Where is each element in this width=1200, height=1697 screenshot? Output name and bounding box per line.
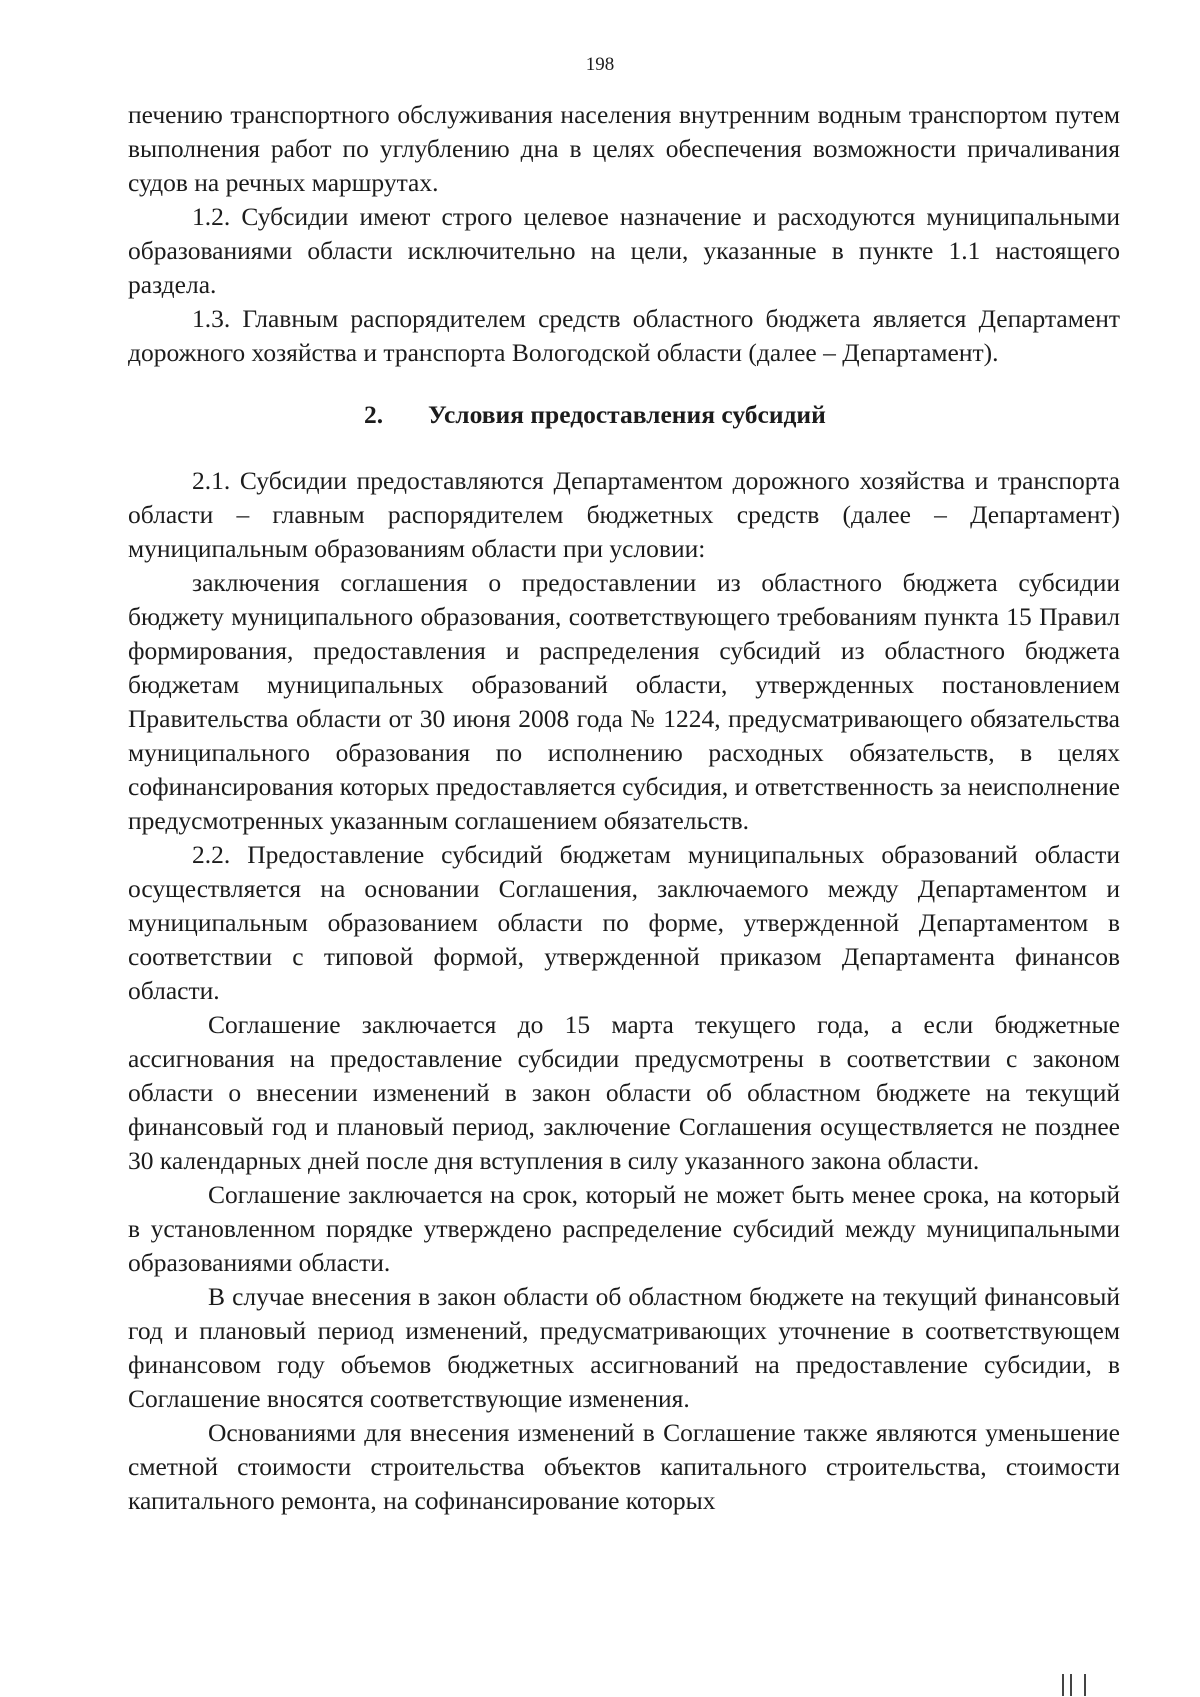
- scan-mark: [1062, 1674, 1064, 1696]
- paragraph-agreement-deadline: Соглашение заключается до 15 марта текущего года, а если бюджетные ассигнования на предоставление субсидии предусмотрены в соответствии с законом области о внесении изменений в закон области об областном бюджете на текущий финансовый год и плановый период, заключение Соглашения осуществляется не позднее 30 календарных дней после дня вступления в силу указанного закона области.: [128, 1010, 1120, 1175]
- section-title: Условия предоставления субсидий: [428, 400, 826, 429]
- scan-mark: [1070, 1674, 1072, 1696]
- paragraph-2-1: 2.1. Субсидии предоставляются Департаментом дорожного хозяйства и транспорта области – главным распорядителем бюджетных средств (далее – Департамент) муниципальным образованиям области при условии:: [128, 466, 1120, 563]
- paragraph-2-2: 2.2. Предоставление субсидий бюджетам муниципальных образований области осуществляется на основании Соглашения, заключаемого между Департаментом и муниципальным образованием области по форме, утвержденной Департаментом в соответствии с типовой формой, утвержденной приказом Департамента финансов области.: [128, 840, 1120, 1005]
- paragraph-agreement-term: Соглашение заключается на срок, который не может быть менее срока, на который в установленном порядке утверждено распределение субсидий между муниципальными образованиями области.: [128, 1180, 1120, 1277]
- paragraph-1-3: 1.3. Главным распорядителем средств областного бюджета является Департамент дорожного хозяйства и транспорта Вологодской области (далее – Департамент).: [128, 304, 1120, 367]
- scan-artifact-marks: [1062, 1674, 1092, 1696]
- page-number: 198: [585, 54, 615, 75]
- paragraph-grounds: Основаниями для внесения изменений в Соглашение также являются уменьшение сметной стоимости строительства объектов капитального строительства, стоимости капитального ремонта, на софинансирование которых: [128, 1418, 1120, 1515]
- scan-mark: [1084, 1674, 1086, 1696]
- section-number: 2.: [364, 400, 384, 429]
- document-body: [128, 98, 1120, 1518]
- section-heading: [128, 398, 1120, 432]
- paragraph-1-2: 1.2. Субсидии имеют строго целевое назначение и расходуются муниципальными образованиями области исключительно на цели, указанные в пункте 1.1 настоящего раздела.: [128, 202, 1120, 299]
- paragraph-amendments: В случае внесения в закон области об областном бюджете на текущий финансовый год и плановый период изменений, предусматривающих уточнение в соответствующем финансовом году объемов бюджетных ассигнований на предоставление субсидии, в Соглашение вносятся соответствующие изменения.: [128, 1282, 1120, 1413]
- paragraph-2-1-condition: заключения соглашения о предоставлении из областного бюджета субсидии бюджету муниципального образования, соответствующего требованиям пункта 15 Правил формирования, предоставления и распределения субсидий из областного бюджета бюджетам муниципальных образований области, утвержденных постановлением Правительства области от 30 июня 2008 года № 1224, предусматривающего обязательства муниципального образования по исполнению расходных обязательств, в целях софинансирования которых предоставляется субсидия, и ответственность за неисполнение предусмотренных указанным соглашением обязательств.: [128, 568, 1120, 835]
- paragraph-continuation: печению транспортного обслуживания населения внутренним водным транспортом путем выполнения работ по углублению дна в целях обеспечения возможности причаливания судов на речных маршрутах.: [128, 100, 1120, 197]
